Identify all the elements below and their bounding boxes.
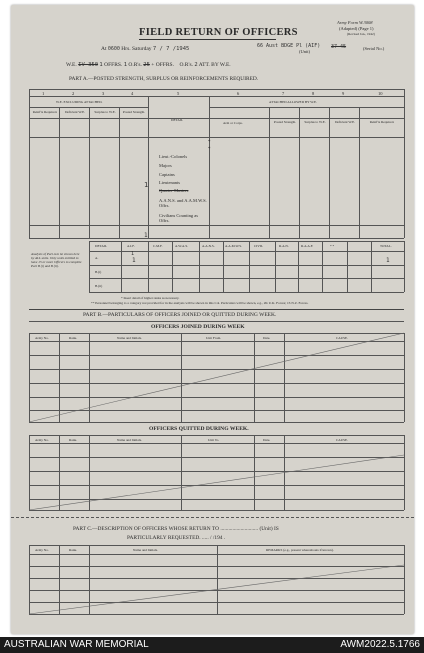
- joined-col: Rank.: [69, 336, 78, 340]
- quitted-col: Rank.: [69, 438, 78, 442]
- analysis-row: A.: [95, 256, 99, 260]
- rank-label: Civilians Counting as Offrs.: [159, 213, 199, 223]
- cancel-line: [29, 333, 404, 422]
- analysis-detail-header: DETAIL: [95, 244, 107, 248]
- part-c-col: Name and Initials.: [133, 548, 158, 552]
- col-number: 7: [282, 91, 285, 96]
- part-c-title: PART C.—DESCRIPTION OF OFFICERS WHOSE RETURN TO ............................ (Unit) IS: [73, 526, 279, 532]
- joined-col: Army No.: [35, 336, 49, 340]
- analysis-col: R.A.A.F.: [301, 244, 314, 248]
- part-c-col: Army No.: [35, 548, 49, 552]
- col-number: 8: [312, 91, 315, 96]
- part-c-col: Rank.: [69, 548, 78, 552]
- header-deficient2: Deficient W.E.: [334, 120, 356, 124]
- revised-label: (Revised Jan., 1942): [347, 32, 375, 36]
- serial-label: (Serial No.): [363, 46, 385, 51]
- col-number: 4: [131, 91, 134, 96]
- serial-value: 37 45: [331, 44, 347, 50]
- rank-label: Lieut.-Colonels: [159, 154, 188, 159]
- analysis-col: CIVIL: [254, 244, 264, 248]
- aif-top: 1: [131, 251, 135, 257]
- joined-col: CAUSE.: [336, 336, 348, 340]
- col-number: 2: [72, 91, 75, 96]
- header-reinf: Reinf'ts Required.: [32, 110, 58, 114]
- analysis-col: A.I.F.: [127, 244, 135, 248]
- joined-col: Unit From.: [206, 336, 222, 340]
- unit-value: 66 Aust BDGE Pl (AIF): [257, 43, 321, 49]
- header-surplus: Surplus to W.E.: [94, 110, 116, 114]
- col-number: 1: [42, 91, 45, 96]
- part-c-col: REMARKS (e.g., present whereabouts if known).: [266, 548, 334, 552]
- rank-label: Majors: [159, 163, 172, 168]
- analysis-col: A.A.M.W.S.: [225, 244, 242, 248]
- quitted-col: CAUSE.: [336, 438, 348, 442]
- quitted-col: Unit To.: [208, 438, 220, 442]
- cancel-line: [29, 565, 404, 614]
- star-mark: *: [208, 140, 211, 145]
- analysis-col: TOTAL.: [380, 244, 392, 248]
- col-number: 9: [342, 91, 345, 96]
- header-detail: DETAIL: [171, 118, 183, 122]
- col-number: 6: [237, 91, 240, 96]
- part-a-title: PART A.—POSTED STRENGTH, SURPLUS OR REINFORCEMENTS REQUIRED.: [69, 76, 259, 82]
- header-deficient: Deficient W.E.: [64, 110, 86, 114]
- cancel-line: [29, 455, 404, 510]
- rank-label: Quarter-Masters: [159, 188, 189, 193]
- total-mark: 1: [144, 232, 148, 239]
- joined-title: OFFICERS JOINED DURING WEEK: [151, 324, 245, 330]
- joined-col: Date.: [263, 336, 271, 340]
- time-line: At 0600 Hrs. Saturday 7 / 7 /1945: [101, 46, 190, 52]
- footnote: * Insert detail of higher ranks as necessary.: [121, 296, 180, 300]
- joined-col: Name and Initials.: [117, 336, 142, 340]
- unit-label: (Unit): [299, 49, 310, 54]
- analysis-col: A.W.A.S.: [175, 244, 189, 248]
- rank-label: Captains: [159, 172, 175, 177]
- quitted-col: Date.: [263, 438, 271, 442]
- form-sheet: [11, 5, 414, 634]
- quitted-col: Name and Initials.: [117, 438, 142, 442]
- adapted-label: (Adapted) (Page 1): [339, 26, 374, 31]
- rank-label: Lieutenants: [159, 180, 180, 185]
- quitted-title: OFFICERS QUITTED DURING WEEK.: [149, 426, 249, 432]
- we-line: W.E. IV 350 1 OFFRS. 1 O.R's. 25 + OFFRS. O.R's. 2 ATT. BY W.E.: [66, 62, 231, 68]
- part-b-title: PART B.—PARTICULARS OF OFFICERS JOINED OR QUITTED DURING WEEK.: [83, 312, 277, 318]
- footer-right: AWM2022.5.1766: [340, 639, 420, 650]
- rank-label: A.A.N.S. and A.A.M.W.S. Offrs.: [159, 198, 207, 208]
- analysis-col: * *: [330, 244, 335, 248]
- footer-left: AUSTRALIAN WAR MEMORIAL: [4, 639, 149, 650]
- form-title: FIELD RETURN OF OFFICERS: [139, 27, 298, 38]
- analysis-row: B.(i): [95, 270, 102, 274]
- posted-count: 1: [144, 181, 149, 189]
- analysis-col: A.A.N.S.: [202, 244, 215, 248]
- analysis-note: Analysis of Part A to be shown here by ALL units. Only units entitled to have 15 or more Officers to complete Part B (i) and B (ii).: [31, 252, 82, 268]
- col-number: 3: [102, 91, 105, 96]
- footnote: ** Personnel belonging to a category not provided for in the analysis will be shown in this Col. Particulars will be shown, e.g., 2K U.K. Forces; 1S N.Z. Forces.: [91, 301, 309, 305]
- header-arm: Arm or Corps.: [223, 121, 243, 125]
- header-posted2: Posted Strength.: [273, 120, 297, 124]
- header-reinf2: Reinf'ts Required.: [369, 120, 395, 124]
- analysis-col: R.A.N.: [279, 244, 289, 248]
- quitted-col: Army No.: [35, 438, 49, 442]
- part-c-line2: PARTICULARLY REQUESTED. ..... / /194 .: [127, 535, 226, 541]
- total-value: 1: [386, 257, 390, 264]
- cancel-strokes: [11, 5, 414, 634]
- col-number: 10: [378, 91, 383, 96]
- header-surplus2: Surplus to W.E.: [304, 120, 326, 124]
- footer-bar: [0, 637, 424, 653]
- we-excluding-header: W.E. EXCLUDING ATTACHED.: [56, 100, 103, 104]
- star-mark: *: [208, 147, 211, 152]
- army-form-label: Army Form W.3008: [337, 20, 373, 25]
- analysis-row: B.(ii): [95, 284, 103, 288]
- analysis-col: C.M.F.: [153, 244, 163, 248]
- header-posted: Posted Strength.: [122, 110, 146, 114]
- col-number: 5: [177, 91, 180, 96]
- aif-value: 1: [132, 257, 136, 264]
- attached-header: ATTACHED ALLOWED BY W.E.: [269, 100, 317, 104]
